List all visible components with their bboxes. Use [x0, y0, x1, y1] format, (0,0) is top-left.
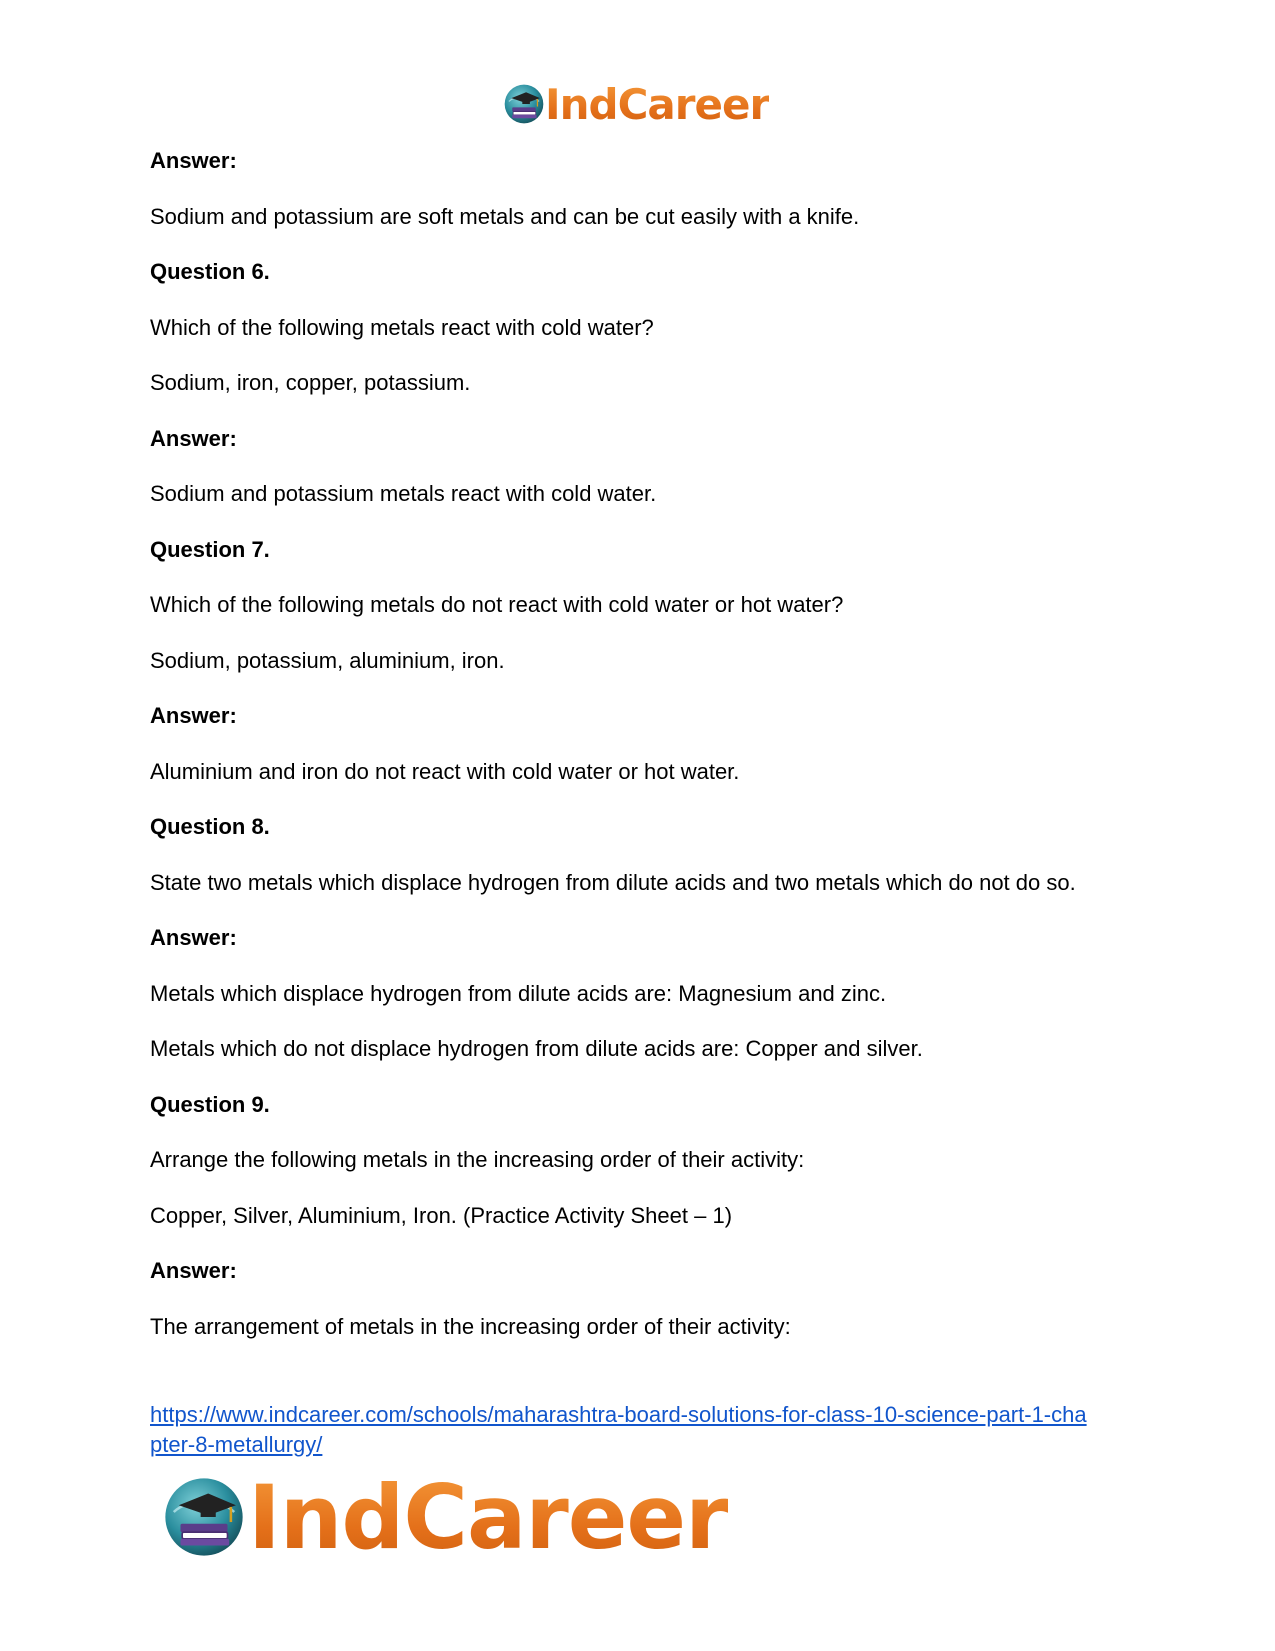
paragraph: Metals which do not displace hydrogen from dilute acids are: Copper and silver.	[150, 1036, 923, 1061]
paragraph: State two metals which displace hydrogen from dilute acids and two metals which do not do so.	[150, 869, 1076, 895]
footer-logo-text: IndCareer	[248, 1465, 728, 1569]
paragraph: Aluminium and iron do not react with cold water or hot water.	[150, 758, 740, 784]
paragraph: Sodium, iron, copper, potassium.	[150, 370, 471, 395]
paragraph: The arrangement of metals in the increasing order of their activity:	[150, 1313, 791, 1339]
indcareer-logo-icon	[503, 83, 545, 125]
header-logo-text: IndCareer	[545, 79, 770, 129]
paragraph: Which of the following metals react with cold water?	[150, 314, 654, 340]
answer-heading: Answer:	[150, 925, 237, 950]
source-url-line-2[interactable]: pter-8-metallurgy/	[150, 1432, 323, 1457]
question-heading: Question 6.	[150, 259, 270, 284]
paragraph: Sodium and potassium metals react with cold water.	[150, 481, 657, 506]
answer-heading: Answer:	[150, 1258, 237, 1283]
question-heading: Question 9.	[150, 1091, 270, 1117]
paragraph: Metals which displace hydrogen from dilute acids are: Magnesium and zinc.	[150, 980, 887, 1006]
paragraph: Sodium, potassium, aluminium, iron.	[150, 647, 505, 673]
question-heading: Question 7.	[150, 536, 270, 562]
source-url-link[interactable]	[150, 1400, 1150, 1460]
source-url-line-1[interactable]: https://www.indcareer.com/schools/maharashtra-board-solutions-for-class-10-science-part-1-cha	[150, 1402, 1087, 1427]
paragraph: Which of the following metals do not react with cold water or hot water?	[150, 592, 844, 617]
paragraph: Copper, Silver, Aluminium, Iron. (Practice Activity Sheet – 1)	[150, 1202, 733, 1228]
indcareer-logo-icon	[162, 1475, 246, 1559]
footer-logo	[162, 1465, 728, 1569]
answer-heading: Answer:	[150, 703, 237, 728]
answer-heading: Answer:	[150, 148, 237, 173]
paragraph: Arrange the following metals in the increasing order of their activity:	[150, 1147, 805, 1172]
document-body	[150, 148, 1150, 1369]
header-logo	[503, 80, 769, 128]
paragraph: Sodium and potassium are soft metals and can be cut easily with a knife.	[150, 203, 860, 229]
answer-heading: Answer:	[150, 425, 237, 451]
question-heading: Question 8.	[150, 814, 270, 839]
